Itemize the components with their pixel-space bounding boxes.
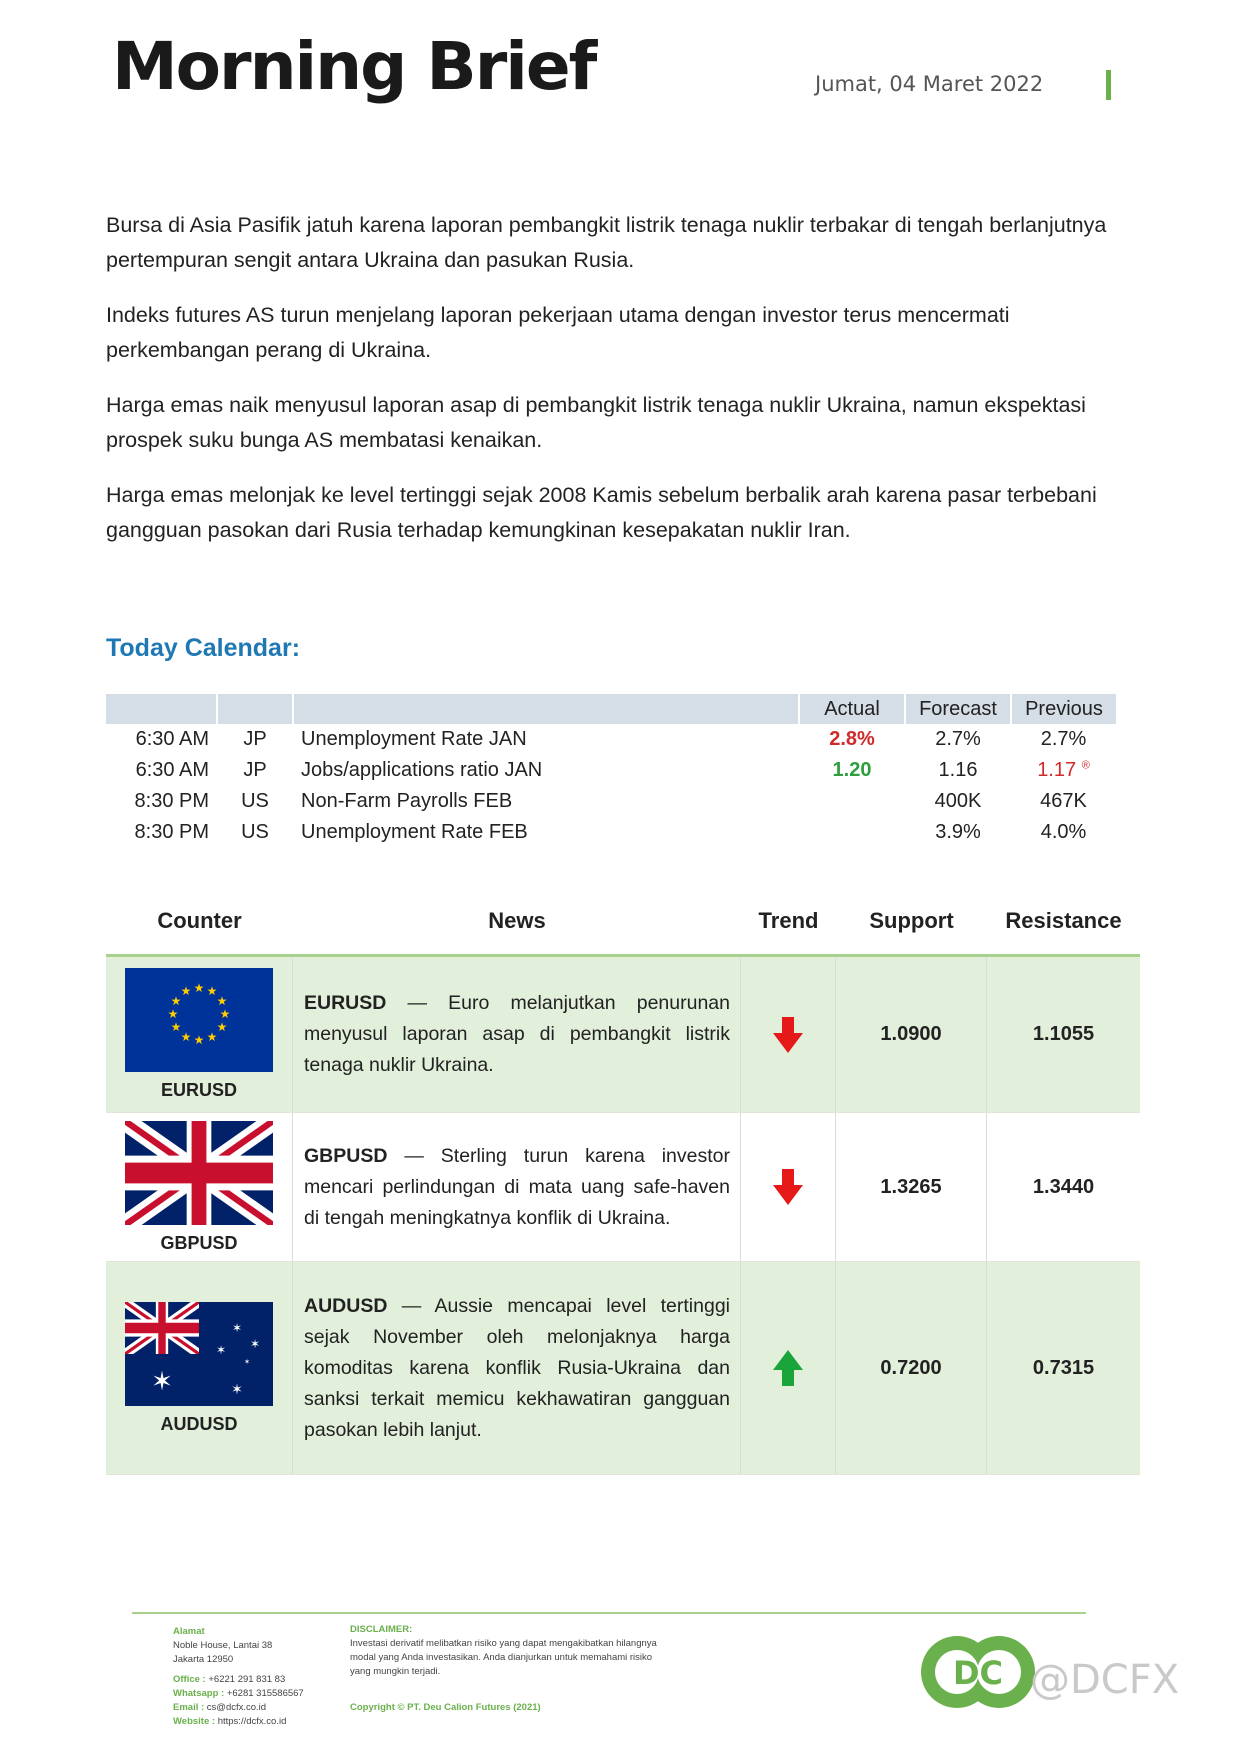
news-title: AUDUSD xyxy=(304,1294,388,1317)
event-country: US xyxy=(241,821,269,843)
resistance-cell xyxy=(987,1262,1140,1474)
news-body: — Aussie mencapai level tertinggi sejak November oleh melonjaknya harga komoditas karena konflik Rusia-Ukraina dan sanksi terkait memicu kekhawatiran gangguan pasokan lebih lanjut. xyxy=(304,1294,730,1441)
support-value: 1.3265 xyxy=(880,1175,942,1198)
event-country: JP xyxy=(243,759,267,781)
disclaimer-text: Investasi derivatif melibatkan risiko yang dapat mengakibatkan hilangnya modal yang Anda investasikan. Anda dianjurkan untuk memahami risiko yang mungkin terjadi. xyxy=(350,1638,657,1677)
whatsapp-line xyxy=(173,1687,343,1701)
resistance-cell xyxy=(987,957,1140,1112)
event-actual xyxy=(799,786,905,817)
accent-bar xyxy=(1106,70,1111,100)
address-line: Jakarta 12950 xyxy=(173,1654,234,1665)
event-previous: 4.0% xyxy=(1040,821,1087,843)
event-forecast: 1.16 xyxy=(938,759,978,781)
svg-text:✶: ✶ xyxy=(249,1336,261,1351)
calendar-header-time xyxy=(106,694,217,724)
svg-text:★: ★ xyxy=(193,981,205,995)
intro-paragraph: Harga emas melonjak ke level tertinggi sejak 2008 Kamis sebelum berbalik arah karena pasar terbebani gangguan pasokan dari Rusia terhadap kemungkinan kesepakatan nuklir Iran. xyxy=(106,483,1097,542)
event-actual xyxy=(799,817,905,848)
calendar-row xyxy=(106,755,1116,786)
support-cell xyxy=(836,957,987,1112)
news-cell xyxy=(293,1113,741,1261)
calendar-title: Today Calendar: xyxy=(106,634,301,662)
svg-text:✶: ✶ xyxy=(151,1366,173,1397)
news-text xyxy=(304,1141,730,1234)
svg-text:★: ★ xyxy=(170,1020,182,1034)
dc-logo-icon xyxy=(918,1633,1038,1711)
address-label: Alamat xyxy=(173,1626,205,1637)
event-actual: 2.8% xyxy=(829,728,875,750)
event-forecast: 400K xyxy=(934,790,982,812)
svg-text:★: ★ xyxy=(206,984,218,998)
uk-flag-icon xyxy=(125,1121,273,1225)
calendar-header-actual: Actual xyxy=(799,694,905,724)
report-date: Jumat, 04 Maret 2022 xyxy=(815,72,1044,96)
calendar-header-forecast: Forecast xyxy=(905,694,1011,724)
svg-text:★: ★ xyxy=(193,1033,205,1047)
trend-cell xyxy=(741,1262,836,1474)
calendar-header-country xyxy=(217,694,293,724)
event-actual: 1.20 xyxy=(832,759,872,781)
svg-text:★: ★ xyxy=(170,994,182,1008)
calendar-header-event xyxy=(293,694,799,724)
arrow-up-icon xyxy=(773,1350,803,1386)
website-value[interactable]: https://dcfx.co.id xyxy=(217,1716,287,1727)
outlook-row-gbpusd xyxy=(106,1113,1140,1262)
support-value: 0.7200 xyxy=(880,1356,942,1379)
resistance-value: 1.1055 xyxy=(1032,1023,1095,1045)
arrow-down-icon xyxy=(773,1017,803,1053)
website-line xyxy=(173,1715,343,1729)
intro-paragraph: Harga emas naik menyusul laporan asap di pembangkit listrik tenaga nuklir Ukraina, namun ekspektasi prospek suku bunga AS membatasi kenaikan. xyxy=(106,393,1086,452)
brand-title: Morning Brief xyxy=(112,28,596,105)
news-cell xyxy=(293,1262,741,1474)
svg-text:★: ★ xyxy=(219,1007,231,1021)
footer-disclaimer xyxy=(350,1623,670,1715)
whatsapp-label: Whatsapp : xyxy=(173,1688,225,1699)
event-previous-value: 1.17 xyxy=(1037,759,1077,781)
whatsapp-value: +6281 315586567 xyxy=(226,1688,304,1699)
event-country: JP xyxy=(243,728,267,750)
calendar-header-row xyxy=(106,694,1116,724)
intro-paragraphs xyxy=(106,208,1116,568)
svg-text:✶: ✶ xyxy=(231,1320,243,1335)
disclaimer-label: DISCLAIMER: xyxy=(350,1624,413,1635)
event-name: Unemployment Rate FEB xyxy=(301,821,528,843)
header-trend: Trend xyxy=(758,908,819,933)
email-label: Email : xyxy=(173,1702,205,1713)
support-cell xyxy=(836,1262,987,1474)
office-value: +6221 291 831 83 xyxy=(208,1674,286,1685)
office-label: Office : xyxy=(173,1674,206,1685)
svg-text:★: ★ xyxy=(206,1030,218,1044)
header-resistance: Resistance xyxy=(1005,908,1122,933)
header-news: News xyxy=(488,908,546,933)
office-line xyxy=(173,1673,343,1687)
news-body: — Euro melanjutkan penurunan menyusul laporan asap di pembangkit listrik tenaga nuklir Ukraina. xyxy=(304,992,730,1076)
au-flag-icon xyxy=(125,1302,273,1406)
copyright-text: Copyright © PT. Deu Calion Futures (2021) xyxy=(350,1702,541,1713)
svg-text:✶: ✶ xyxy=(215,1342,227,1357)
event-time: 6:30 AM xyxy=(135,728,209,750)
footer-divider xyxy=(132,1612,1086,1614)
event-forecast: 2.7% xyxy=(935,728,981,750)
svg-text:★: ★ xyxy=(216,1020,228,1034)
support-value: 1.0900 xyxy=(880,1023,942,1045)
news-cell xyxy=(293,957,741,1112)
calendar-row xyxy=(106,817,1116,848)
trend-cell xyxy=(741,1113,836,1261)
logo-text: DC xyxy=(952,1654,1004,1692)
calendar-header-previous: Previous xyxy=(1025,697,1103,720)
outlook-row-audusd xyxy=(106,1262,1140,1475)
news-text xyxy=(304,988,730,1081)
pair-label: EURUSD xyxy=(160,1080,237,1100)
event-name: Jobs/applications ratio JAN xyxy=(301,759,543,781)
header-support: Support xyxy=(869,908,954,933)
news-body: — Sterling turun karena investor mencari perlindungan di mata uang safe-haven di tengah meningkatnya konflik di Ukraina. xyxy=(304,1144,730,1229)
event-time: 8:30 PM xyxy=(134,821,209,843)
news-title: EURUSD xyxy=(304,992,387,1014)
news-text xyxy=(304,1291,730,1446)
event-previous xyxy=(1011,755,1116,786)
resistance-cell xyxy=(987,1113,1140,1261)
revised-mark: ® xyxy=(1081,759,1090,772)
intro-paragraph: Bursa di Asia Pasifik jatuh karena laporan pembangkit listrik tenaga nuklir terbakar di tengah berlanjutnya pertempuran sengit antara Ukraina dan pasukan Rusia. xyxy=(106,213,1107,272)
outlook-table xyxy=(106,954,1140,1475)
header-counter: Counter xyxy=(157,908,242,933)
event-forecast: 3.9% xyxy=(935,821,981,843)
event-previous: 2.7% xyxy=(1040,728,1087,750)
event-previous: 467K xyxy=(1040,790,1087,812)
watermark-text: @DCFX xyxy=(1030,1657,1180,1703)
arrow-down-icon xyxy=(773,1169,803,1205)
pair-label: AUDUSD xyxy=(160,1413,238,1434)
svg-text:✶: ✶ xyxy=(244,1357,250,1366)
website-label: Website : xyxy=(173,1716,216,1727)
email-line xyxy=(173,1701,343,1715)
svg-text:★: ★ xyxy=(180,984,192,998)
svg-text:★: ★ xyxy=(167,1007,179,1021)
calendar-table xyxy=(106,694,1116,848)
resistance-value: 0.7315 xyxy=(1032,1356,1095,1379)
calendar-row xyxy=(106,786,1116,817)
event-name: Non-Farm Payrolls FEB xyxy=(301,790,513,812)
address-line: Noble House, Lantai 38 xyxy=(173,1640,273,1651)
counter-cell xyxy=(106,957,293,1112)
intro-paragraph: Indeks futures AS turun menjelang laporan pekerjaan utama dengan investor terus mencermati perkembangan perang di Ukraina. xyxy=(106,303,1010,362)
email-value[interactable]: cs@dcfx.co.id xyxy=(206,1702,267,1713)
svg-text:✶: ✶ xyxy=(231,1381,243,1398)
resistance-value: 1.3440 xyxy=(1032,1175,1095,1198)
outlook-row-eurusd xyxy=(106,957,1140,1113)
support-cell xyxy=(836,1113,987,1261)
event-name: Unemployment Rate JAN xyxy=(301,728,527,750)
counter-cell xyxy=(106,1113,293,1261)
footer-contact xyxy=(173,1625,343,1729)
event-time: 6:30 AM xyxy=(135,759,209,781)
eu-flag-icon xyxy=(125,968,273,1072)
calendar-row xyxy=(106,724,1116,755)
svg-text:★: ★ xyxy=(216,994,228,1008)
news-title: GBPUSD xyxy=(304,1144,388,1167)
trend-cell xyxy=(741,957,836,1112)
pair-label: GBPUSD xyxy=(160,1232,238,1253)
event-time: 8:30 PM xyxy=(134,790,209,812)
svg-text:★: ★ xyxy=(180,1030,192,1044)
counter-cell xyxy=(106,1262,293,1474)
event-country: US xyxy=(241,790,269,812)
